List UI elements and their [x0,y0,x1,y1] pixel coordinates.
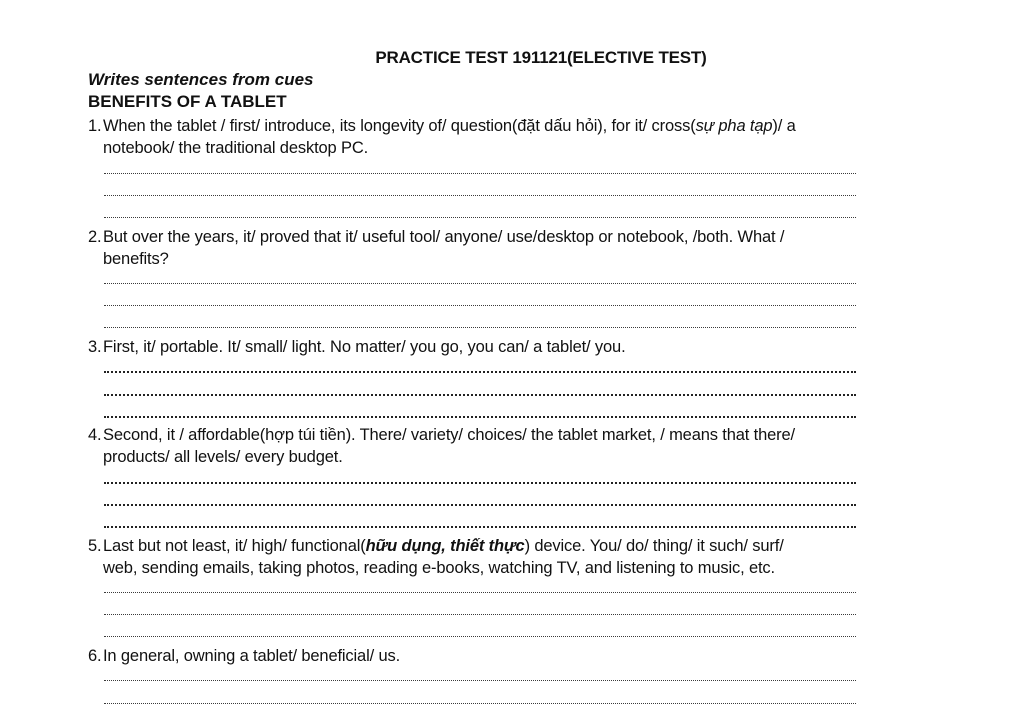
question-line [88,115,938,137]
question-text: )/ a [772,117,796,135]
answer-line[interactable] [104,173,856,174]
answer-line[interactable] [104,305,856,306]
answer-line[interactable] [104,195,856,196]
question-line-continued: web, sending emails, taking photos, reading e-books, watching TV, and listening to music, etc. [103,559,775,577]
question-item-1 [88,115,938,159]
question-line-continued: benefits? [103,250,169,268]
answer-line[interactable] [104,327,856,328]
question-item-6 [88,645,938,667]
question-text: ) device. You/ do/ thing/ it such/ surf/ [524,537,784,555]
answer-line[interactable] [104,680,856,681]
question-text: In general, owning a tablet/ beneficial/ us. [103,647,401,665]
question-line-continued: products/ all levels/ every budget. [103,448,343,466]
answer-line[interactable] [104,371,856,373]
question-item-5 [88,535,938,579]
question-line [88,226,938,248]
question-text: When the tablet / first/ introduce, its longevity of/ question(đặt dấu hỏi), for it/ cross( [103,117,696,135]
question-number: 2. [88,228,102,246]
answer-line[interactable] [104,283,856,284]
answer-line[interactable] [104,394,856,396]
question-item-3 [88,336,938,358]
answer-line[interactable] [104,592,856,593]
question-number: 1. [88,117,102,135]
question-text: First, it/ portable. It/ small/ light. No matter/ you go, you can/ a tablet/ you. [103,338,626,356]
answer-line[interactable] [104,526,856,528]
question-line [88,645,938,667]
answer-line[interactable] [104,482,856,484]
answer-line[interactable] [104,504,856,506]
page-title: PRACTICE TEST 191121(ELECTIVE TEST) [375,48,707,67]
question-number: 3. [88,338,102,356]
question-item-2 [88,226,938,270]
question-line [88,336,938,358]
question-number: 5. [88,537,102,555]
question-number: 6. [88,647,102,665]
answer-line[interactable] [104,416,856,418]
section-heading: BENEFITS OF A TABLET [88,92,287,111]
instruction-text: Writes sentences from cues [88,70,314,89]
answer-line[interactable] [104,636,856,637]
question-line [88,424,938,446]
question-line-continued: notebook/ the traditional desktop PC. [103,139,369,157]
answer-line[interactable] [104,703,856,704]
answer-line[interactable] [104,614,856,615]
question-bold-italic-text: hữu dụng, thiết thực [365,537,525,555]
answer-line[interactable] [104,217,856,218]
question-item-4 [88,424,938,468]
question-text: But over the years, it/ proved that it/ useful tool/ anyone/ use/desktop or notebook, /both. What / [103,228,785,246]
question-number: 4. [88,426,102,444]
question-text: Second, it / affordable(hợp túi tiền). There/ variety/ choices/ the tablet market, / means that there/ [103,426,795,444]
question-line [88,535,938,557]
question-text: Last but not least, it/ high/ functional( [103,537,366,555]
question-italic-text: sự pha tạp [695,117,773,135]
